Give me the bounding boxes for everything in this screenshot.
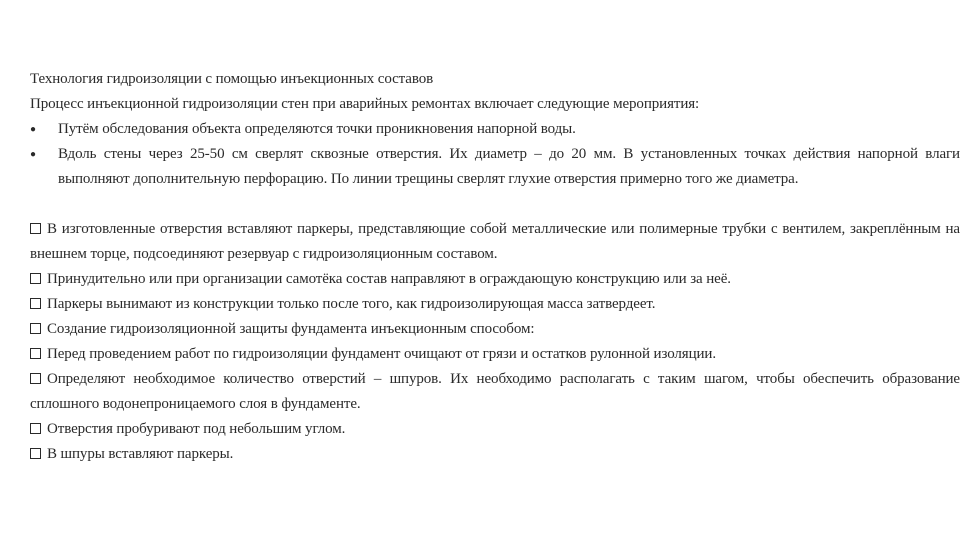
- document-title: Технология гидроизоляции с помощью инъекционных составов: [30, 71, 434, 87]
- bullet-marker: ●: [30, 124, 36, 135]
- checkbox-square-icon: [30, 298, 41, 309]
- intro-paragraph: Процесс инъекционной гидроизоляции стен при аварийных ремонтах включает следующие мероприятия:: [30, 96, 700, 112]
- checkbox-square-icon: [30, 423, 41, 434]
- paragraph-spacer: [30, 192, 960, 217]
- list-item-text: В шпуры вставляют паркеры.: [47, 446, 234, 462]
- list-item: [30, 442, 960, 467]
- checkbox-square-icon: [30, 273, 41, 284]
- list-item: [30, 317, 960, 342]
- bullet-item: [30, 117, 960, 142]
- list-item-text: Принудительно или при организации самотёка состав направляют в ограждающую конструкцию или за неё.: [47, 271, 731, 287]
- list-item: [30, 367, 960, 417]
- list-item: [30, 267, 960, 292]
- list-item-text: В изготовленные отверстия вставляют паркеры, представляющие собой металлические или полимерные трубки с вентилем, закреплённым на внешнем торце, подсоединяют резервуар с гидроизоляционным составом.: [30, 221, 960, 262]
- bullet-text: Вдоль стены через 25-50 см сверлят сквозные отверстия. Их диаметр – до 20 мм. В установленных точках действия напорной влаги выполняют дополнительную перфорацию. По линии трещины сверлят глухие отверстия примерно того же диаметра.: [58, 146, 960, 187]
- list-item-text: Паркеры вынимают из конструкции только после того, как гидроизолирующая масса затвердеет.: [47, 296, 656, 312]
- checkbox-square-icon: [30, 448, 41, 459]
- bullet-text: Путём обследования объекта определяются точки проникновения напорной воды.: [58, 121, 576, 137]
- checkbox-square-icon: [30, 348, 41, 359]
- bullet-marker: ●: [30, 149, 36, 160]
- list-item: [30, 217, 960, 267]
- checkbox-square-icon: [30, 373, 41, 384]
- bullet-item: [30, 142, 960, 192]
- list-item-text: Создание гидроизоляционной защиты фундамента инъекционным способом:: [47, 321, 535, 337]
- list-item: [30, 292, 960, 317]
- document-body: [30, 67, 960, 467]
- checkbox-square-icon: [30, 223, 41, 234]
- list-item-text: Определяют необходимое количество отверстий – шпуров. Их необходимо располагать с таким шагом, чтобы обеспечить образование сплошного водонепроницаемого слоя в фундаменте.: [30, 371, 960, 412]
- checkbox-square-icon: [30, 323, 41, 334]
- list-item: [30, 342, 960, 367]
- list-item-text: Перед проведением работ по гидроизоляции фундамент очищают от грязи и остатков рулонной изоляции.: [47, 346, 717, 362]
- list-item: [30, 417, 960, 442]
- list-item-text: Отверстия пробуривают под небольшим углом.: [47, 421, 346, 437]
